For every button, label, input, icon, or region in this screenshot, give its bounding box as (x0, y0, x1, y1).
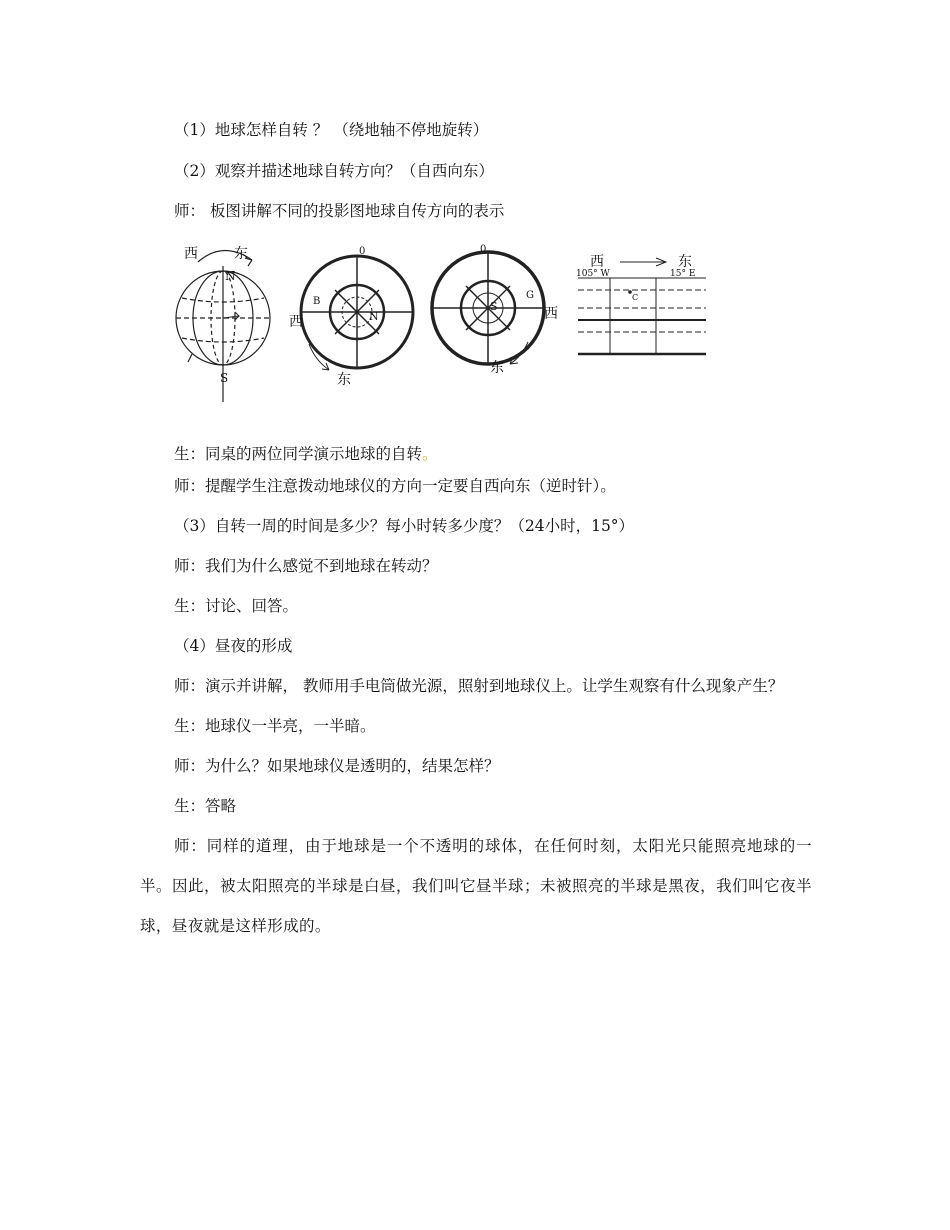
fig4-east-label: 东 (678, 254, 692, 270)
text-line-3: 师： 板图讲解不同的投影图地球自传方向的表示 (174, 202, 505, 220)
polar-view-north-figure (285, 236, 415, 406)
fig4-mark-label: C (632, 293, 639, 302)
fig2-west-label: 西 (289, 314, 303, 330)
text-line-5: 师：提醒学生注意拨动地球仪的方向一定要自西向东（逆时针）。 (174, 477, 616, 495)
fig3-top-label: 0 (480, 244, 487, 255)
text-line-13: 生：答略 (174, 797, 237, 815)
fig4-west-label: 西 (590, 254, 604, 270)
text-line-6: （3）自转一周的时间是多少？每小时转多少度？（24小时，15°） (174, 517, 635, 535)
text-line-1: （1）地球怎样自转 ？ （绕地轴不停地旋转） (174, 121, 489, 139)
fig3-west-label: 西 (544, 306, 558, 322)
fig2-letter-label: B (313, 296, 321, 307)
fig3-letter-label: G (526, 290, 534, 301)
polar-view-south-figure (428, 236, 564, 406)
fig2-center-label: N (369, 310, 379, 323)
fig3-east-label: 东 (490, 360, 504, 376)
fig2-east-label: 东 (337, 372, 351, 388)
text-line-9: （4）昼夜的形成 (174, 637, 293, 655)
text-line-4: 生：同桌的两位同学演示地球的自转。 (174, 445, 438, 463)
fig4-right-label: 15° E (670, 269, 696, 279)
text-line-10: 师：演示并讲解， 教师用手电筒做光源，照射到地球仪上。让学生观察有什么现象产生？ (174, 677, 784, 695)
yellow-dot-mark: 。 (422, 445, 438, 463)
text-line-12: 师：为什么？如果地球仪是透明的，结果怎样？ (174, 757, 500, 775)
text-line-11: 生：地球仪一半亮，一半暗。 (174, 717, 376, 735)
text-line-2: （2）观察并描述地球自转方向？（自西向东） (174, 162, 494, 180)
fig3-center-label: S (490, 300, 498, 313)
fig4-left-label: 105° W (576, 269, 610, 279)
closing-paragraph: 师：同样的道理，由于地球是一个不透明的球体，在任何时刻，太阳光只能照亮地球的一半。因此，被太阳照亮的半球是白昼，我们叫它昼半球；未被照亮的半球是黑夜，我们叫它夜半球，昼夜就是这样形成的。 (140, 837, 812, 935)
fig1-south-label: S (220, 371, 229, 385)
globe-meridian-figure (168, 236, 280, 404)
fig1-west-label: 西 (184, 246, 198, 262)
fig2-top-label: 0 (359, 246, 366, 257)
text-line-7: 师：我们为什么感觉不到地球在转动？ (174, 557, 438, 575)
text-line-8: 生：讨论、回答。 (174, 597, 299, 615)
fig1-north-label: N (225, 269, 236, 283)
map-strip-figure (574, 236, 712, 360)
fig1-east-label: 东 (234, 246, 248, 262)
